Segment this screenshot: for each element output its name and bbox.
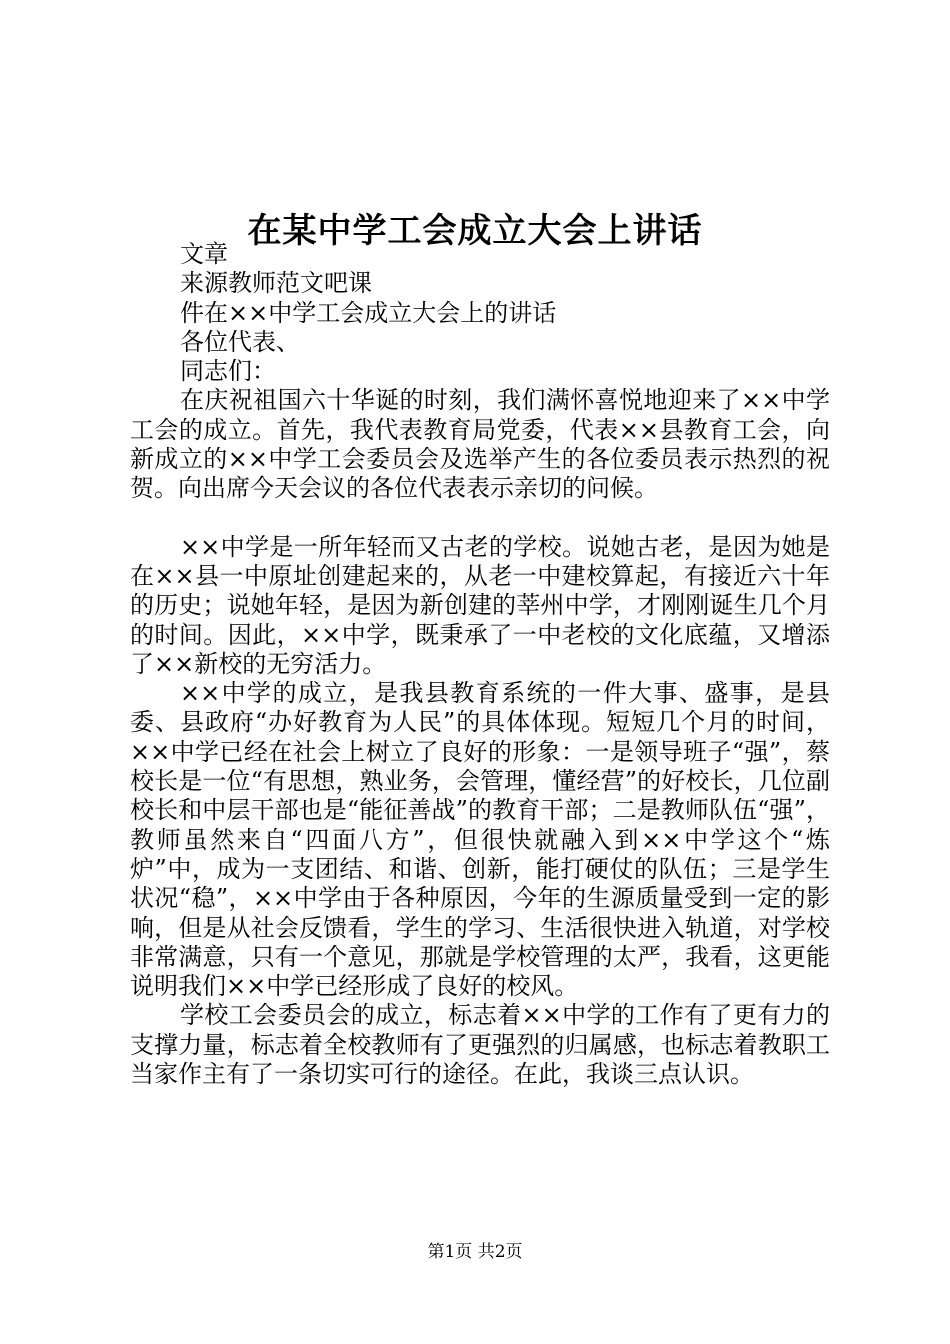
salutation-line: 各位代表、: [180, 327, 300, 356]
page-footer: 第1页 共2页: [427, 1242, 523, 1262]
document-title: 在某中学工会成立大会上讲话: [247, 210, 703, 251]
paragraph: ××中学的成立，是我县教育系统的一件大事、盛事，是县委、县政府“办好教育为人民”的具体体现。短短几个月的时间，××中学已经在社会上树立了良好的形象：一是领导班子“强”，蔡校长是一位“有思想，熟业务，会管理，懂经营”的好校长，几位副校长和中层干部也是“能征善战”的教育干部；二是教师队伍“强”，教师虽然来自“四面八方”，但很快就融入到××中学这个“炼炉”中，成为一支团结、和谐、创新，能打硬仗的队伍；三是学生状况“稳”，××中学由于各种原因，今年的生源质量受到一定的影响，但是从社会反馈看，学生的学习、生活很快进入轨道，对学校非常满意，只有一个意见，那就是学校管理的太严，我看，这更能说明我们××中学已经形成了良好的校风。: [130, 679, 830, 1001]
header-line: 文章: [180, 240, 228, 268]
header-line: 件在××中学工会成立大会上的讲话: [180, 298, 557, 327]
paragraph: 学校工会委员会的成立，标志着××中学的工作有了更有力的支撑力量，标志着全校教师有了更强烈的归属感，也标志着教职工当家作主有了一条切实可行的途径。在此，我谈三点认识。: [130, 1001, 830, 1089]
header-line: 来源教师范文吧课: [180, 269, 372, 298]
paragraph: ××中学是一所年轻而又古老的学校。说她古老，是因为她是在××县一中原址创建起来的，从老一中建校算起，有接近六十年的历史；说她年轻，是因为新创建的莘州中学，才刚刚诞生几个月的时间。因此，××中学，既秉承了一中老校的文化底蕴，又增添了××新校的无穷活力。: [130, 532, 830, 678]
document-body: [130, 240, 830, 1089]
salutation-line: 同志们：: [180, 357, 276, 386]
paragraph: 在庆祝祖国六十华诞的时刻，我们满怀喜悦地迎来了××中学工会的成立。首先，我代表教育局党委，代表××县教育工会，向新成立的××中学工会委员会及选举产生的各位委员表示热烈的祝贺。向出席今天会议的各位代表表示亲切的问候。: [130, 386, 830, 503]
